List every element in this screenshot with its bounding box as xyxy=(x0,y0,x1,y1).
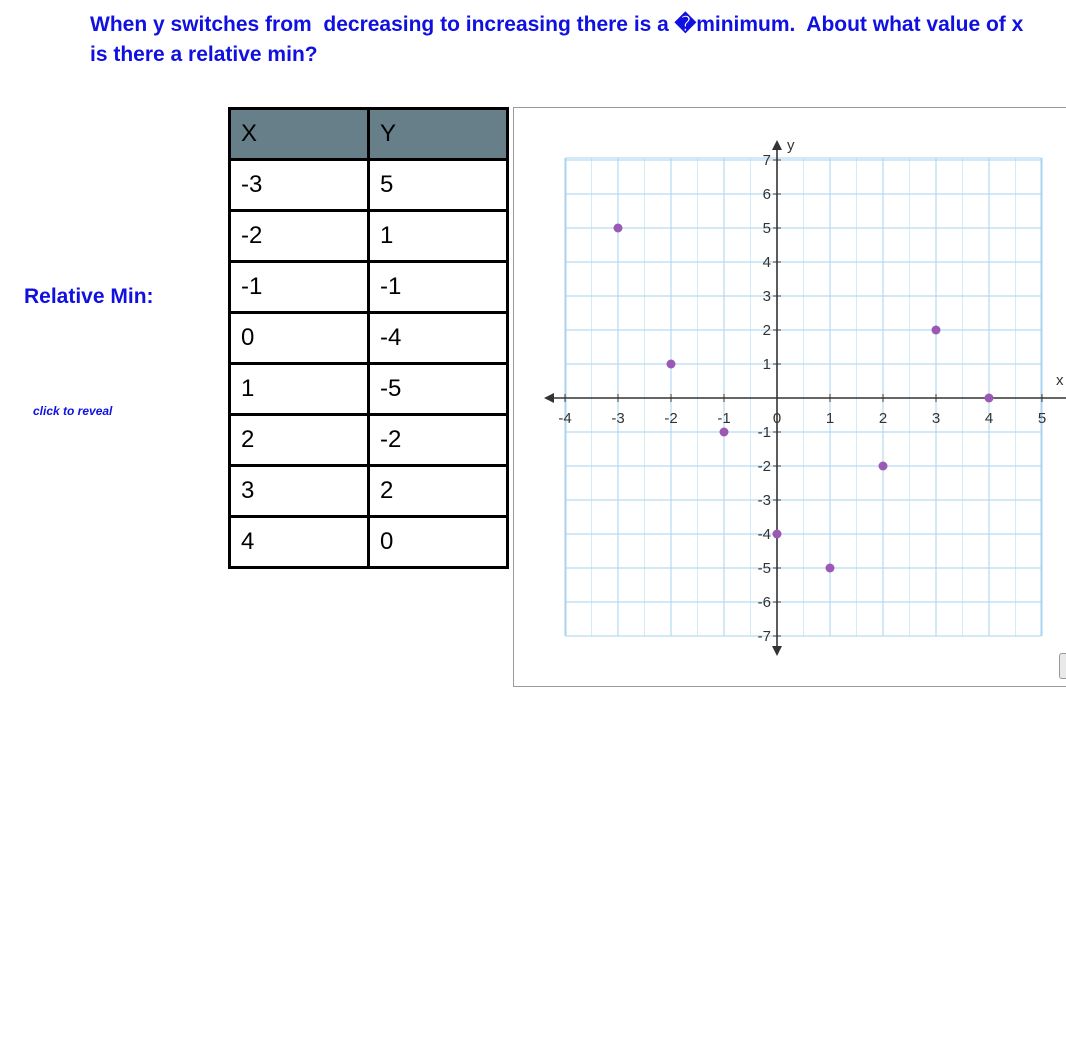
y-tick-label: -3 xyxy=(757,492,771,509)
data-point xyxy=(985,394,994,403)
table-row xyxy=(230,160,508,211)
x-tick-label: 3 xyxy=(931,410,941,427)
data-point xyxy=(932,326,941,335)
x-cell: -2 xyxy=(230,211,369,262)
y-tick-label: -7 xyxy=(757,628,771,645)
table-row xyxy=(230,466,508,517)
xy-table xyxy=(228,107,509,569)
x-tick-label: 4 xyxy=(984,410,994,427)
y-cell: -4 xyxy=(369,313,508,364)
y-axis-arrow-down xyxy=(772,646,782,656)
table-row xyxy=(230,364,508,415)
x-tick-label: 1 xyxy=(825,410,835,427)
x-tick-label: 2 xyxy=(878,410,888,427)
data-point xyxy=(720,428,729,437)
y-tick-label: -1 xyxy=(757,424,771,441)
y-cell: 5 xyxy=(369,160,508,211)
x-tick-label: -2 xyxy=(664,410,678,427)
table-row xyxy=(230,415,508,466)
table-header-row xyxy=(230,109,508,160)
y-tick-label: -6 xyxy=(757,594,771,611)
table-row xyxy=(230,211,508,262)
x-column-header: X xyxy=(230,109,369,160)
y-cell: -2 xyxy=(369,415,508,466)
click-to-reveal-link[interactable]: click to reveal xyxy=(33,404,113,418)
y-cell: 2 xyxy=(369,466,508,517)
question-text: When y switches from decreasing to increasing there is a �minimum. About what value of x is there a relative min? xyxy=(90,13,1030,66)
x-tick-label: -3 xyxy=(611,410,625,427)
x-cell: -1 xyxy=(230,262,369,313)
data-point xyxy=(614,224,623,233)
y-tick-label: 7 xyxy=(762,152,771,169)
y-column-header: Y xyxy=(369,109,508,160)
y-tick-label: 6 xyxy=(762,186,771,203)
graph-panel xyxy=(513,107,1066,687)
x-cell: 1 xyxy=(230,364,369,415)
x-tick-label: 0 xyxy=(772,410,782,427)
y-tick-label: 3 xyxy=(762,288,771,305)
y-tick-label: -5 xyxy=(757,560,771,577)
x-cell: 2 xyxy=(230,415,369,466)
x-cell: 3 xyxy=(230,466,369,517)
x-cell: 0 xyxy=(230,313,369,364)
table-row xyxy=(230,313,508,364)
y-tick-label: 2 xyxy=(762,322,771,339)
x-cell: 4 xyxy=(230,517,369,568)
data-point xyxy=(879,462,888,471)
y-tick-label: -2 xyxy=(757,458,771,475)
data-point xyxy=(773,530,782,539)
y-axis-arrow-up xyxy=(772,140,782,150)
y-cell: -1 xyxy=(369,262,508,313)
y-tick-label: 5 xyxy=(762,220,771,237)
y-tick-label: 1 xyxy=(762,356,771,373)
y-cell: 0 xyxy=(369,517,508,568)
panel-corner-button[interactable] xyxy=(1059,653,1066,679)
data-point xyxy=(667,360,676,369)
y-cell: 1 xyxy=(369,211,508,262)
x-cell: -3 xyxy=(230,160,369,211)
data-point xyxy=(826,564,835,573)
table-row xyxy=(230,262,508,313)
x-tick-label: -4 xyxy=(558,410,572,427)
y-cell: -5 xyxy=(369,364,508,415)
coordinate-plane xyxy=(514,108,1066,686)
relative-min-label: Relative Min: xyxy=(24,285,154,308)
x-tick-label: -1 xyxy=(717,410,731,427)
x-axis-arrow-left xyxy=(544,393,554,403)
table-row xyxy=(230,517,508,568)
y-axis-label: y xyxy=(787,137,795,154)
y-tick-label: -4 xyxy=(757,526,771,543)
y-tick-label: 4 xyxy=(762,254,771,271)
x-axis-label: x xyxy=(1056,372,1064,389)
x-tick-label: 5 xyxy=(1037,410,1047,427)
